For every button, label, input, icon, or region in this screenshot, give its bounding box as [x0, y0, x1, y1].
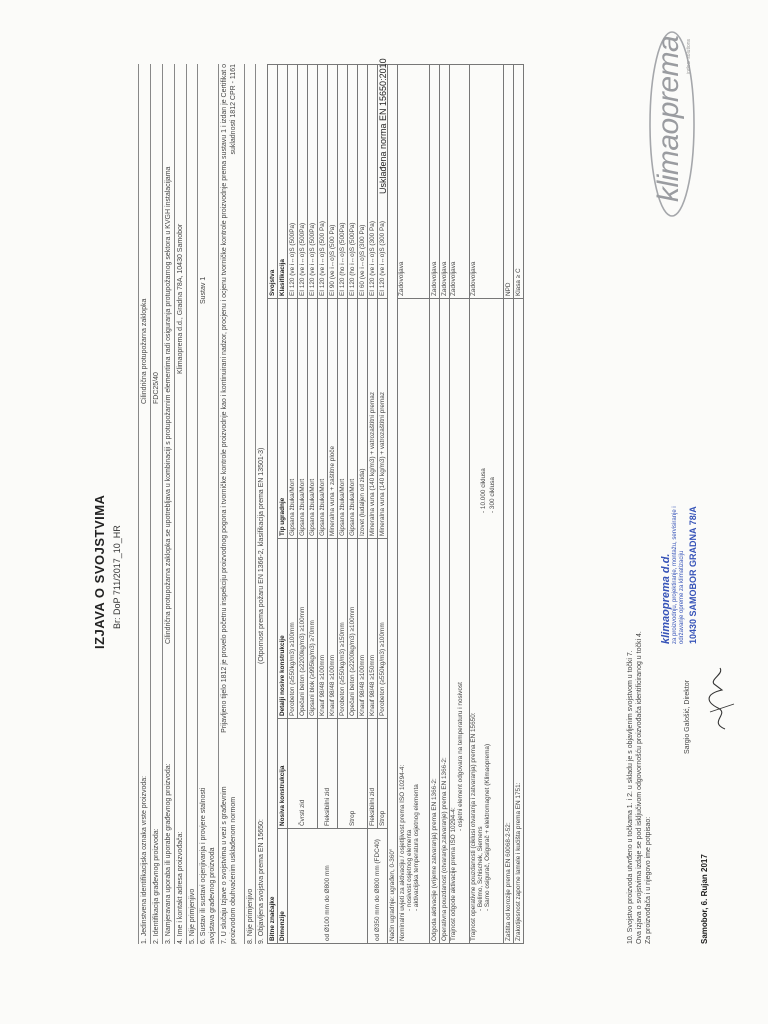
th-detalji: Detalji nosive konstrukcije	[278, 539, 288, 719]
th-tip: Tip ugradnje	[278, 299, 288, 539]
extra-label: Trajnost operativne pouzdanosti (ciklusi otvaranja i zatvaranja) prema EN 15650:	[470, 712, 477, 941]
extra-label: Zrakotijesnost zaporne lamele i kućišta prema EN 1751:	[514, 299, 524, 944]
extra-value: Zadovoljava	[440, 65, 450, 299]
row-tip: Gipsana žbuka/Mort	[298, 299, 308, 539]
nosiva-cvrsti: Čvrsti zid	[288, 719, 318, 829]
performance-table	[267, 64, 524, 944]
nosiva-strop-2: Strop	[378, 719, 388, 829]
th-dimenzije: Dimenzije	[278, 829, 288, 944]
signature-image	[700, 664, 740, 734]
row-tip: Gipsana žbuka/Mort	[348, 299, 358, 539]
row-tip: Mineralna vuna (140 kg/m3) + vatrozaštitni premaz	[378, 299, 388, 539]
extra-sub: - aktivacijska temperatura osjetnog elementa	[413, 784, 420, 911]
info-value-3: Cilindrična protupožarna zaklopka se upotrebljava u kombinaciji s protupožarnim elementima radi osiguranja protupožarnog sektora u KVGH instalacijama	[165, 166, 172, 644]
harmonized-norm: Usklađena norma EN 15650:2010	[378, 58, 388, 194]
row-tip: Gipsana žbuka/Mort	[288, 299, 298, 539]
table-row	[368, 65, 378, 944]
row-klas: EI 120 (ve i↔o)S (300 Pa)	[368, 65, 378, 299]
row-detalji: Knauf 98/48 ≥100mm	[358, 539, 368, 719]
table-row	[470, 65, 504, 944]
row-klas: EI 120 (ho i↔o)S (500Pa)	[348, 65, 358, 299]
row-klas: EI 120 (ve i↔o)S (300 Pa)	[378, 65, 388, 299]
row-tip: Gipsana žbuka/Mort	[338, 299, 348, 539]
extra-value: Zadovoljava	[470, 65, 504, 299]
row-tip: Izovet (ludaljen od zida)	[358, 299, 368, 539]
extra-cell	[470, 299, 504, 944]
place-date: Samobor, 6. Rujan 2017	[700, 854, 709, 944]
stamp-desc: za proizvodnju, projektiranje, montažu, servisiranje i održavanje opreme za klimatizaciju	[672, 506, 685, 644]
row-detalji: Opečani beton (≥2200kg/m3) ≥100mm	[298, 539, 308, 719]
extra-value: NPD	[504, 65, 514, 299]
row-detalji: Gipsani blok (≥995kg/m3) ≥70mm	[308, 539, 318, 719]
extra-sub: - osjetni element odgovara na temperaturu i nosivost	[457, 682, 464, 831]
info-label-6: 6. Sustav ili sustavi ocjenjivanja i provjere stalnosti svojstava građevnog proizvoda	[200, 787, 216, 944]
logo-tagline: indoor solutions	[686, 38, 692, 74]
table-row	[288, 65, 298, 944]
cycles-10000: - 10.000 ciklusa	[480, 468, 487, 513]
row-tip: Mineralna vuna + zaštitne ploče	[328, 299, 338, 539]
extra-label: Zaštita od korozije prema EN 60068-2-52:	[504, 299, 514, 944]
row-detalji: Porobeton (≥550kg/m3) ≥150mm	[338, 539, 348, 719]
row-detalji: Knauf 98/48 ≥150mm	[368, 539, 378, 719]
extra-label: Operativna pouzdanost (otvaranje,zatvaranje) prema EN 1366-2:	[440, 299, 450, 944]
info-label-7: 7. U slučaju Izjave o svojstvima u vezi s građevnim proizvodom obuhvaćenim usklađenom normom	[221, 786, 237, 944]
table-row	[504, 65, 514, 944]
info-label-2: 2. Identifikacija građevnog proizvoda:	[153, 828, 160, 944]
extra-label: Trajnost odgode aktivacije prema ISO 10294-4:	[450, 807, 457, 941]
stamp-name: klimaoprema d.d.	[660, 553, 672, 644]
dim-group1: od Ø100 mm do Ø800 mm	[288, 829, 368, 944]
row-detalji: Knauf 98/48 ≥100mm	[328, 539, 338, 719]
nacin-ugradnje: Način ugradnje: ugrađen, 0-360°	[388, 65, 398, 944]
extra-value: Klasa ≥ C	[514, 65, 524, 299]
extra-sub: - Samo osigurač, Osigurač + elektromagnet (Klimaoprema)	[484, 743, 491, 911]
section9-note: (Otpornost prema požaru EN 1366-2, klasifikacija prema EN 13501-3)	[258, 447, 265, 664]
company-logo	[640, 24, 700, 224]
info-value-7: Prijavljeno tijelo 1812 je provelo početnu inspekciju proizvodnog pogona i tvorničke kontrole proizvodnje kao i kontinuirani nadzor, procjenu i ocjenu tvorničke kontrole proizvodnje prema sustavu 1 i izdan je Certifikat o sukladnosti 1812 CPR - 1161	[221, 64, 237, 733]
extra-value: Zadovoljava	[430, 65, 440, 299]
extra-cell	[450, 299, 470, 944]
stamp-address: 10430 SAMOBOR GRADNA 78/A	[688, 506, 698, 644]
table-row	[378, 65, 388, 944]
table-row	[440, 65, 450, 944]
statement-12: Za proizvođača i u njegovo ime potpisao:	[645, 816, 652, 944]
extra-label: Nominalni uvjeti za aktivaciju / osjetljivost prema ISO 10294-4:	[399, 764, 406, 941]
extra-sub: - nosivost osjetnog elementa	[406, 829, 413, 911]
table-row	[338, 65, 348, 944]
info-label-3: 3. Namjeravana uporaba ili uporabe građevnog proizvoda:	[165, 763, 172, 944]
row-tip: Gipsana žbuka/Mort	[308, 299, 318, 539]
info-value-4: Klimaoprema d.d., Gradna 78A, 10430 Samobor	[177, 223, 184, 374]
th-bitne: Bitne značajke	[268, 299, 278, 944]
th-klasifikacija: Klasifikacija	[278, 65, 288, 299]
document-title: IZJAVA O SVOJSTVIMA	[92, 494, 107, 649]
info-value-2: FDC25/40	[153, 372, 160, 404]
table-row	[450, 65, 470, 944]
row-klas: EI 120 (ve i↔o)S (500Pa)	[298, 65, 308, 299]
table-row	[514, 65, 524, 944]
extra-cell	[398, 299, 430, 944]
row-tip: Mineralna vuna (140 kg/m3) + vatrozaštitni premaz	[368, 299, 378, 539]
section9-label: 9. Objavljena svojstva prema EN 15650:	[258, 819, 265, 944]
info-label-8: 8. Nije primjenjivo	[247, 888, 254, 944]
row-detalji: Porobeton (≥550kg/m3) ≥100mm	[288, 539, 298, 719]
row-klas: EI 120 (ve i↔o)S (500 Pa)	[318, 65, 328, 299]
signatory: Sargio Galošić, Direktor	[684, 680, 691, 754]
info-label-5: 5. Nije primjenjivo	[189, 888, 196, 944]
row-detalji: Knauf 98/48 ≥100mm	[318, 539, 328, 719]
info-value-1: Cilindrična protupožarna zaklopka	[141, 298, 148, 404]
table-row	[318, 65, 328, 944]
info-label-4: 4. Ime i kontakt adresa proizvođača:	[177, 831, 184, 944]
th-svojstva: Svojstva	[268, 65, 278, 299]
row-klas: EI 60 (ve i↔o)S (300 Pa)	[358, 65, 368, 299]
extra-value: Zadovoljava	[398, 65, 430, 299]
extra-label: Odgoda aktivacije (vrijeme zatvaranja) prema EN 1366-2:	[430, 299, 440, 944]
nosiva-strop-1: Strop	[338, 719, 368, 829]
document-number: Br: DoP 711/2017_10_HR	[112, 525, 122, 629]
dim-group2: od Ø350 mm do Ø800 mm (FDC40)	[368, 829, 388, 944]
extra-value: Zadovoljava	[450, 65, 470, 299]
table-row	[398, 65, 430, 944]
logo-text: klimaoprema	[652, 35, 685, 202]
nosiva-fleks-2: Fleksibilni zid	[368, 719, 378, 829]
table-row	[430, 65, 440, 944]
statement-11: Ova izjava o svojstvima izdaje se pod isključivom odgovornošću proizvođača identificiranog u točki 4.	[636, 631, 643, 944]
company-stamp	[660, 494, 698, 644]
info-label-1: 1. Jedinstvena identifikacijska oznaka vrste proizvoda:	[141, 775, 148, 944]
info-value-6: Sustav 1	[200, 276, 207, 304]
row-tip: Gipsana žbuka/Mort	[318, 299, 328, 539]
row-detalji: Porobeton (≥550kg/m3) ≥100mm	[378, 539, 388, 719]
cycles-300: - 300 ciklusa	[489, 477, 496, 513]
row-klas: EI 120 (ve i↔o)S (500Pa)	[288, 65, 298, 299]
row-klas: EI 90 (ve i↔o)S (500 Pa)	[328, 65, 338, 299]
extra-sub: - Belimo, Schischek, Siemens	[477, 826, 484, 911]
statement-10: 10. Svojstvo proizvoda utvrđeno u točkama 1. i 2. u skladu je s objavljenim svojstvom u točki 7.	[627, 650, 634, 944]
row-klas: EI 120 (ve i↔o)S (500Pa)	[308, 65, 318, 299]
row-klas: EI 120 (ho i↔o)S (500Pa)	[338, 65, 348, 299]
th-nosiva: Nosiva konstrukcija	[278, 719, 288, 829]
row-detalji: Opečani beton (≥2200kg/m3) ≥100mm	[348, 539, 358, 719]
nosiva-fleks-1: Fleksibilni zid	[318, 719, 338, 829]
